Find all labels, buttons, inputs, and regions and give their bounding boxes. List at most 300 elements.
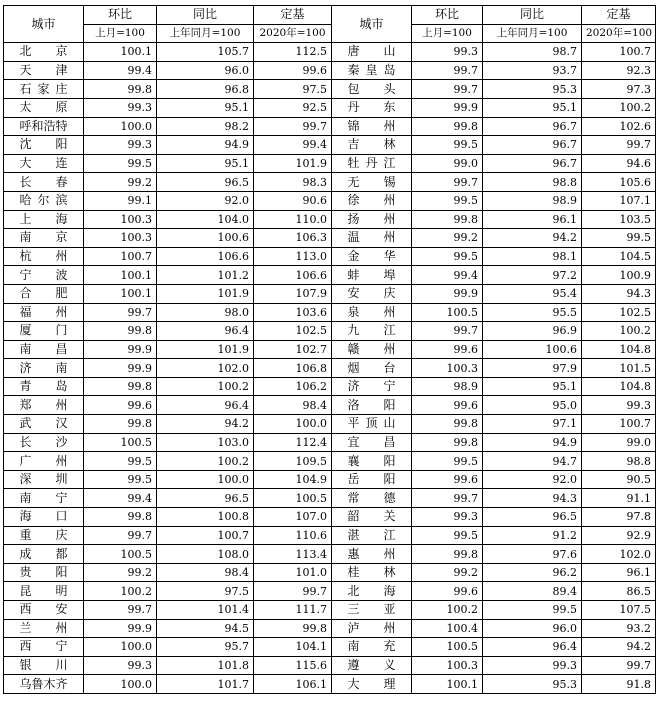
city-cell-right — [332, 470, 412, 489]
yoy-value-right: 96.7 — [483, 136, 582, 155]
table-row — [4, 359, 656, 378]
base-value-right: 97.8 — [582, 508, 656, 527]
yoy-value-right: 96.5 — [483, 508, 582, 527]
city-cell-left — [4, 638, 84, 657]
mom-value-left: 99.5 — [84, 452, 157, 471]
city-cell-right — [332, 61, 412, 80]
mom-value-right: 99.4 — [412, 266, 483, 285]
table-row — [4, 638, 656, 657]
city-name: 三亚 — [347, 602, 396, 617]
mom-value-left: 99.7 — [84, 601, 157, 620]
city-cell-right — [332, 526, 412, 545]
base-value-left: 102.5 — [254, 322, 332, 341]
city-name: 九江 — [347, 323, 396, 338]
mom-value-left: 100.1 — [84, 266, 157, 285]
yoy-subheader-right: 上年同月=100 — [483, 24, 582, 43]
mom-value-left: 99.2 — [84, 173, 157, 192]
city-name: 徐州 — [347, 193, 396, 208]
mom-value-left: 99.8 — [84, 377, 157, 396]
mom-value-right: 99.6 — [412, 470, 483, 489]
table-row — [4, 266, 656, 285]
base-value-left: 112.5 — [254, 43, 332, 62]
table-row — [4, 191, 656, 210]
base-value-right: 101.5 — [582, 359, 656, 378]
table-row — [4, 247, 656, 266]
city-name: 唐山 — [347, 44, 396, 59]
base-value-left: 106.6 — [254, 266, 332, 285]
mom-value-right: 98.9 — [412, 377, 483, 396]
city-cell-right — [332, 508, 412, 527]
city-cell-right — [332, 545, 412, 564]
city-name: 昆明 — [19, 583, 68, 598]
yoy-value-left: 96.0 — [157, 61, 254, 80]
city-cell-left — [4, 117, 84, 136]
base-value-right: 107.1 — [582, 191, 656, 210]
base-header-right: 定基 — [582, 6, 656, 25]
city-name: 岳阳 — [347, 472, 396, 487]
yoy-value-right: 99.5 — [483, 601, 582, 620]
table-row — [4, 433, 656, 452]
city-cell-right — [332, 340, 412, 359]
base-value-right: 86.5 — [582, 582, 656, 601]
yoy-value-right: 98.1 — [483, 247, 582, 266]
base-value-left: 102.7 — [254, 340, 332, 359]
base-value-left: 97.5 — [254, 80, 332, 99]
base-value-left: 99.6 — [254, 61, 332, 80]
mom-value-left: 99.7 — [84, 526, 157, 545]
city-cell-left — [4, 43, 84, 62]
base-value-right: 99.3 — [582, 396, 656, 415]
yoy-value-right: 98.8 — [483, 173, 582, 192]
header-row-top — [4, 6, 656, 25]
table-row — [4, 322, 656, 341]
yoy-value-left: 95.1 — [157, 98, 254, 117]
city-cell-left — [4, 396, 84, 415]
city-cell-right — [332, 377, 412, 396]
table-row — [4, 43, 656, 62]
mom-value-left: 99.9 — [84, 619, 157, 638]
city-name: 湛江 — [347, 527, 396, 542]
yoy-value-right: 95.0 — [483, 396, 582, 415]
mom-value-right: 100.5 — [412, 303, 483, 322]
city-name: 包头 — [347, 81, 396, 96]
yoy-value-right: 91.2 — [483, 526, 582, 545]
city-cell-left — [4, 452, 84, 471]
city-cell-left — [4, 303, 84, 322]
yoy-value-left: 94.5 — [157, 619, 254, 638]
city-name: 秦皇岛 — [347, 63, 396, 78]
yoy-value-right: 95.1 — [483, 98, 582, 117]
yoy-value-left: 108.0 — [157, 545, 254, 564]
base-value-right: 90.5 — [582, 470, 656, 489]
table-row — [4, 210, 656, 229]
city-cell-right — [332, 601, 412, 620]
mom-value-left: 100.7 — [84, 247, 157, 266]
base-value-right: 91.8 — [582, 675, 656, 694]
base-value-left: 99.8 — [254, 619, 332, 638]
city-cell-left — [4, 582, 84, 601]
yoy-value-left: 92.0 — [157, 191, 254, 210]
city-name: 常德 — [347, 490, 396, 505]
base-value-left: 115.6 — [254, 656, 332, 675]
city-name: 南京 — [19, 230, 68, 245]
table-row — [4, 619, 656, 638]
base-value-right: 100.2 — [582, 98, 656, 117]
yoy-value-right: 95.3 — [483, 675, 582, 694]
city-cell-left — [4, 229, 84, 248]
table-row — [4, 415, 656, 434]
base-value-left: 113.4 — [254, 545, 332, 564]
yoy-value-right: 97.6 — [483, 545, 582, 564]
city-cell-left — [4, 80, 84, 99]
city-cell-right — [332, 452, 412, 471]
mom-value-right: 99.6 — [412, 582, 483, 601]
base-value-right: 100.9 — [582, 266, 656, 285]
yoy-value-left: 100.2 — [157, 452, 254, 471]
base-value-right: 100.7 — [582, 43, 656, 62]
mom-value-left: 99.5 — [84, 470, 157, 489]
yoy-value-left: 101.9 — [157, 284, 254, 303]
city-name: 福州 — [19, 304, 68, 319]
city-cell-left — [4, 508, 84, 527]
city-name: 上海 — [19, 211, 68, 226]
city-name: 西宁 — [19, 639, 68, 654]
city-cell-left — [4, 619, 84, 638]
mom-value-left: 100.2 — [84, 582, 157, 601]
yoy-value-left: 98.4 — [157, 563, 254, 582]
mom-header-left: 环比 — [84, 6, 157, 25]
city-cell-right — [332, 191, 412, 210]
mom-value-left: 99.8 — [84, 508, 157, 527]
mom-value-right: 100.4 — [412, 619, 483, 638]
city-name: 韶关 — [347, 509, 396, 524]
table-row — [4, 508, 656, 527]
city-name: 扬州 — [347, 211, 396, 226]
city-name: 南充 — [347, 639, 396, 654]
city-name: 北海 — [347, 583, 396, 598]
mom-value-left: 99.8 — [84, 415, 157, 434]
yoy-value-right: 93.7 — [483, 61, 582, 80]
yoy-value-left: 95.7 — [157, 638, 254, 657]
base-value-left: 106.2 — [254, 377, 332, 396]
yoy-value-left: 105.7 — [157, 43, 254, 62]
city-name: 金华 — [347, 249, 396, 264]
city-cell-right — [332, 229, 412, 248]
yoy-value-right: 98.7 — [483, 43, 582, 62]
city-name: 广州 — [19, 453, 68, 468]
city-name: 赣州 — [347, 341, 396, 356]
yoy-value-left: 100.7 — [157, 526, 254, 545]
base-value-right: 99.7 — [582, 136, 656, 155]
table-row — [4, 526, 656, 545]
base-value-left: 99.4 — [254, 136, 332, 155]
base-value-left: 104.9 — [254, 470, 332, 489]
mom-value-left: 100.0 — [84, 117, 157, 136]
table-row — [4, 303, 656, 322]
yoy-value-right: 97.2 — [483, 266, 582, 285]
mom-value-left: 99.2 — [84, 563, 157, 582]
base-value-right: 99.0 — [582, 433, 656, 452]
price-index-table — [3, 5, 656, 694]
city-name: 武汉 — [19, 416, 68, 431]
mom-value-right: 99.5 — [412, 191, 483, 210]
yoy-value-left: 102.0 — [157, 359, 254, 378]
city-cell-left — [4, 433, 84, 452]
table-row — [4, 340, 656, 359]
yoy-value-right: 92.0 — [483, 470, 582, 489]
table-row — [4, 284, 656, 303]
mom-value-left: 99.3 — [84, 656, 157, 675]
base-value-right: 102.5 — [582, 303, 656, 322]
city-name: 济宁 — [347, 379, 396, 394]
yoy-subheader-left: 上年同月=100 — [157, 24, 254, 43]
mom-value-right: 99.2 — [412, 563, 483, 582]
base-value-left: 99.7 — [254, 582, 332, 601]
city-name: 杭州 — [19, 249, 68, 264]
city-name: 长春 — [19, 174, 68, 189]
city-cell-right — [332, 675, 412, 694]
city-name: 惠州 — [347, 546, 396, 561]
mom-value-right: 99.8 — [412, 210, 483, 229]
mom-value-left: 100.5 — [84, 433, 157, 452]
city-cell-left — [4, 322, 84, 341]
base-value-left: 99.7 — [254, 117, 332, 136]
city-cell-left — [4, 210, 84, 229]
city-cell-left — [4, 675, 84, 694]
city-name: 宁波 — [19, 267, 68, 282]
base-value-right: 107.5 — [582, 601, 656, 620]
city-cell-right — [332, 433, 412, 452]
base-header-left: 定基 — [254, 6, 332, 25]
yoy-value-right: 96.7 — [483, 154, 582, 173]
table-row — [4, 117, 656, 136]
city-name: 乌鲁木齐 — [19, 676, 68, 691]
base-value-right: 92.3 — [582, 61, 656, 80]
city-name: 银川 — [19, 658, 68, 673]
base-value-left: 113.0 — [254, 247, 332, 266]
yoy-value-right: 89.4 — [483, 582, 582, 601]
city-name: 贵阳 — [19, 565, 68, 580]
base-value-left: 92.5 — [254, 98, 332, 117]
city-cell-right — [332, 284, 412, 303]
mom-value-right: 99.7 — [412, 61, 483, 80]
yoy-value-left: 100.2 — [157, 377, 254, 396]
city-header-left: 城市 — [4, 6, 84, 43]
yoy-value-right: 95.5 — [483, 303, 582, 322]
city-name: 济南 — [19, 360, 68, 375]
base-value-left: 104.1 — [254, 638, 332, 657]
yoy-value-right: 95.4 — [483, 284, 582, 303]
yoy-value-right: 98.9 — [483, 191, 582, 210]
mom-value-right: 99.6 — [412, 396, 483, 415]
yoy-value-right: 94.2 — [483, 229, 582, 248]
table-row — [4, 489, 656, 508]
city-name: 海口 — [19, 509, 68, 524]
city-cell-left — [4, 359, 84, 378]
base-value-left: 106.3 — [254, 229, 332, 248]
yoy-value-left: 100.6 — [157, 229, 254, 248]
city-name: 南昌 — [19, 341, 68, 356]
table-row — [4, 173, 656, 192]
mom-value-right: 99.2 — [412, 229, 483, 248]
city-cell-right — [332, 322, 412, 341]
city-cell-left — [4, 284, 84, 303]
city-cell-left — [4, 98, 84, 117]
yoy-value-right: 95.1 — [483, 377, 582, 396]
yoy-value-left: 100.0 — [157, 470, 254, 489]
city-name: 大理 — [347, 676, 396, 691]
mom-value-right: 99.0 — [412, 154, 483, 173]
yoy-value-right: 97.9 — [483, 359, 582, 378]
base-value-right: 103.5 — [582, 210, 656, 229]
table-row — [4, 377, 656, 396]
city-cell-right — [332, 415, 412, 434]
city-name: 长沙 — [19, 434, 68, 449]
yoy-value-left: 103.0 — [157, 433, 254, 452]
table-row — [4, 656, 656, 675]
mom-value-right: 100.3 — [412, 656, 483, 675]
mom-value-left: 99.3 — [84, 98, 157, 117]
city-cell-left — [4, 656, 84, 675]
city-name: 北京 — [19, 44, 68, 59]
city-header-right: 城市 — [332, 6, 412, 43]
city-name: 蚌埠 — [347, 267, 396, 282]
city-cell-left — [4, 377, 84, 396]
mom-value-left: 99.5 — [84, 154, 157, 173]
base-value-right: 92.9 — [582, 526, 656, 545]
mom-value-right: 99.5 — [412, 247, 483, 266]
base-value-left: 101.0 — [254, 563, 332, 582]
yoy-value-left: 101.4 — [157, 601, 254, 620]
city-name: 哈尔滨 — [19, 193, 68, 208]
city-cell-left — [4, 154, 84, 173]
table-row — [4, 98, 656, 117]
table-row — [4, 229, 656, 248]
yoy-header-left: 同比 — [157, 6, 254, 25]
city-cell-left — [4, 266, 84, 285]
mom-value-left: 100.0 — [84, 638, 157, 657]
city-name: 温州 — [347, 230, 396, 245]
base-value-left: 111.7 — [254, 601, 332, 620]
table-row — [4, 80, 656, 99]
yoy-value-right: 100.6 — [483, 340, 582, 359]
base-value-left: 107.0 — [254, 508, 332, 527]
base-value-right: 98.8 — [582, 452, 656, 471]
city-name: 厦门 — [19, 323, 68, 338]
base-value-right: 94.6 — [582, 154, 656, 173]
table-body — [4, 43, 656, 694]
mom-value-left: 100.1 — [84, 284, 157, 303]
city-cell-left — [4, 545, 84, 564]
base-value-right: 104.5 — [582, 247, 656, 266]
city-name: 南宁 — [19, 490, 68, 505]
yoy-value-left: 94.9 — [157, 136, 254, 155]
city-cell-left — [4, 136, 84, 155]
yoy-value-right: 96.9 — [483, 322, 582, 341]
city-name: 合肥 — [19, 286, 68, 301]
yoy-value-right: 94.3 — [483, 489, 582, 508]
yoy-value-right: 99.3 — [483, 656, 582, 675]
city-name: 兰州 — [19, 620, 68, 635]
city-name: 无锡 — [347, 174, 396, 189]
city-name: 石家庄 — [19, 81, 68, 96]
city-cell-left — [4, 470, 84, 489]
city-cell-left — [4, 191, 84, 210]
city-name: 成都 — [19, 546, 68, 561]
city-cell-right — [332, 98, 412, 117]
table-row — [4, 396, 656, 415]
mom-value-left: 100.3 — [84, 229, 157, 248]
city-name: 牡丹江 — [347, 156, 396, 171]
city-name: 太原 — [19, 100, 68, 115]
base-value-right: 97.3 — [582, 80, 656, 99]
base-value-right: 99.5 — [582, 229, 656, 248]
city-cell-right — [332, 582, 412, 601]
mom-value-right: 99.5 — [412, 526, 483, 545]
city-cell-right — [332, 247, 412, 266]
yoy-value-left: 97.5 — [157, 582, 254, 601]
mom-value-left: 100.5 — [84, 545, 157, 564]
mom-value-left: 99.1 — [84, 191, 157, 210]
yoy-value-right: 94.9 — [483, 433, 582, 452]
yoy-value-left: 96.5 — [157, 173, 254, 192]
mom-value-left: 99.7 — [84, 303, 157, 322]
mom-value-left: 99.9 — [84, 340, 157, 359]
city-name: 深圳 — [19, 472, 68, 487]
yoy-value-right: 96.4 — [483, 638, 582, 657]
city-cell-right — [332, 266, 412, 285]
yoy-value-left: 96.5 — [157, 489, 254, 508]
city-cell-left — [4, 61, 84, 80]
mom-value-left: 99.4 — [84, 489, 157, 508]
mom-value-left: 99.8 — [84, 80, 157, 99]
base-value-left: 112.4 — [254, 433, 332, 452]
city-cell-right — [332, 80, 412, 99]
base-value-right: 102.0 — [582, 545, 656, 564]
city-name: 重庆 — [19, 527, 68, 542]
table-row — [4, 154, 656, 173]
table-header — [4, 6, 656, 43]
mom-value-right: 99.9 — [412, 98, 483, 117]
base-value-right: 96.1 — [582, 563, 656, 582]
base-value-left: 106.1 — [254, 675, 332, 694]
base-value-left: 107.9 — [254, 284, 332, 303]
base-value-left: 98.3 — [254, 173, 332, 192]
city-name: 泸州 — [347, 620, 396, 635]
city-name: 平顶山 — [347, 416, 396, 431]
base-value-left: 110.6 — [254, 526, 332, 545]
table-row — [4, 470, 656, 489]
city-name: 吉林 — [347, 137, 396, 152]
table-row — [4, 61, 656, 80]
yoy-value-left: 94.2 — [157, 415, 254, 434]
yoy-value-right: 96.7 — [483, 117, 582, 136]
city-cell-right — [332, 396, 412, 415]
yoy-value-right: 97.1 — [483, 415, 582, 434]
yoy-value-right: 96.0 — [483, 619, 582, 638]
base-subheader-left: 2020年=100 — [254, 24, 332, 43]
city-cell-left — [4, 247, 84, 266]
yoy-value-left: 98.0 — [157, 303, 254, 322]
yoy-value-left: 98.2 — [157, 117, 254, 136]
table-row — [4, 582, 656, 601]
city-cell-right — [332, 638, 412, 657]
city-cell-left — [4, 415, 84, 434]
yoy-value-left: 101.7 — [157, 675, 254, 694]
city-name: 西安 — [19, 602, 68, 617]
city-cell-right — [332, 359, 412, 378]
city-cell-left — [4, 173, 84, 192]
